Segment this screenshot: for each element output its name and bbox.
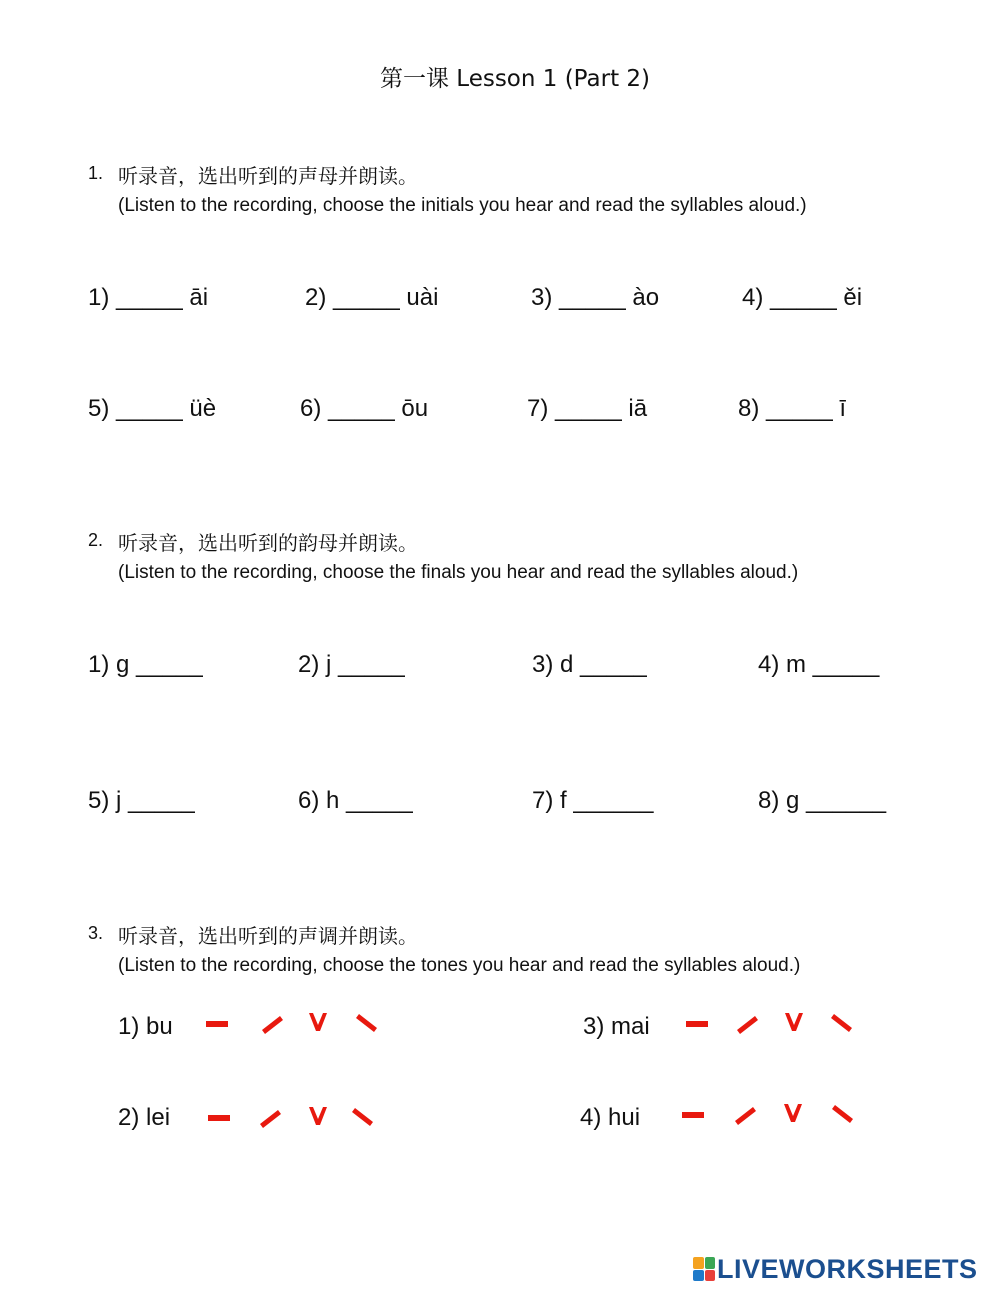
- tones-item-1: 1) bu: [118, 1013, 173, 1040]
- tones-item-2: 2) lei: [118, 1104, 171, 1131]
- section-2-number: 2.: [88, 530, 104, 550]
- tones-item-2-second-tone-icon[interactable]: [258, 1104, 284, 1130]
- tones-item-1-second-tone-icon[interactable]: [260, 1010, 286, 1036]
- section-1-instruction-zh: 听录音，选出听到的声母并朗读。: [118, 164, 418, 188]
- tones-item-4-first-tone-icon[interactable]: [681, 1101, 707, 1127]
- logo-square: [705, 1270, 716, 1282]
- section-1-number: 1.: [88, 163, 104, 183]
- finals-item-8[interactable]: 8) g ______: [758, 787, 887, 814]
- tones-item-1-first-tone-icon[interactable]: [205, 1010, 231, 1036]
- page-title: 第一课 Lesson 1 (Part 2): [379, 66, 651, 92]
- section-2-instruction-zh: 听录音，选出听到的韵母并朗读。: [118, 531, 418, 555]
- finals-item-2[interactable]: 2) j _____: [298, 651, 405, 678]
- initials-item-8[interactable]: 8) _____ ī: [738, 395, 847, 422]
- logo-square: [693, 1270, 704, 1282]
- tones-item-3-fourth-tone-icon[interactable]: [828, 1010, 854, 1036]
- section-3-instruction-en: (Listen to the recording, choose the tones you hear and read the syllables aloud.): [118, 955, 801, 976]
- finals-item-7[interactable]: 7) f ______: [532, 787, 654, 814]
- initials-item-5[interactable]: 5) _____ üè: [88, 395, 217, 422]
- tones-item-1-fourth-tone-icon[interactable]: [353, 1010, 379, 1036]
- tones-item-4-third-tone-icon[interactable]: [780, 1101, 806, 1127]
- liveworksheets-logo: [693, 1254, 978, 1284]
- tones-item-4-fourth-tone-icon[interactable]: [829, 1101, 855, 1127]
- section-2-instruction-en: (Listen to the recording, choose the finals you hear and read the syllables aloud.): [118, 562, 799, 583]
- initials-item-6[interactable]: 6) _____ ōu: [300, 395, 429, 422]
- tones-item-1-third-tone-icon[interactable]: [305, 1010, 331, 1036]
- tones-item-3: 3) mai: [583, 1013, 650, 1040]
- initials-item-3[interactable]: 3) _____ ào: [531, 284, 660, 311]
- initials-item-1[interactable]: 1) _____ āi: [88, 284, 209, 311]
- finals-item-5[interactable]: 5) j _____: [88, 787, 195, 814]
- section-3-number: 3.: [88, 923, 104, 943]
- finals-item-6[interactable]: 6) h _____: [298, 787, 413, 814]
- tones-item-3-third-tone-icon[interactable]: [781, 1010, 807, 1036]
- logo-square: [693, 1257, 704, 1269]
- logo-square: [705, 1257, 716, 1269]
- section-1-instruction-en: (Listen to the recording, choose the initials you hear and read the syllables aloud.): [118, 195, 807, 216]
- tones-item-2-first-tone-icon[interactable]: [207, 1104, 233, 1130]
- initials-item-2[interactable]: 2) _____ uài: [305, 284, 439, 311]
- initials-item-4[interactable]: 4) _____ ěi: [742, 284, 863, 311]
- tones-item-4-second-tone-icon[interactable]: [733, 1101, 759, 1127]
- initials-item-7[interactable]: 7) _____ iā: [527, 395, 648, 422]
- liveworksheets-logo-icon: [693, 1257, 715, 1281]
- finals-item-3[interactable]: 3) d _____: [532, 651, 647, 678]
- tones-item-3-second-tone-icon[interactable]: [735, 1010, 761, 1036]
- tones-item-4: 4) hui: [580, 1104, 641, 1131]
- section-3-instruction-zh: 听录音，选出听到的声调并朗读。: [118, 924, 418, 948]
- finals-item-1[interactable]: 1) g _____: [88, 651, 203, 678]
- liveworksheets-logo-text: LIVEWORKSHEETS: [717, 1253, 978, 1284]
- finals-item-4[interactable]: 4) m _____: [758, 651, 880, 678]
- tones-item-2-fourth-tone-icon[interactable]: [349, 1104, 375, 1130]
- tones-item-3-first-tone-icon[interactable]: [685, 1010, 711, 1036]
- tones-item-2-third-tone-icon[interactable]: [305, 1104, 331, 1130]
